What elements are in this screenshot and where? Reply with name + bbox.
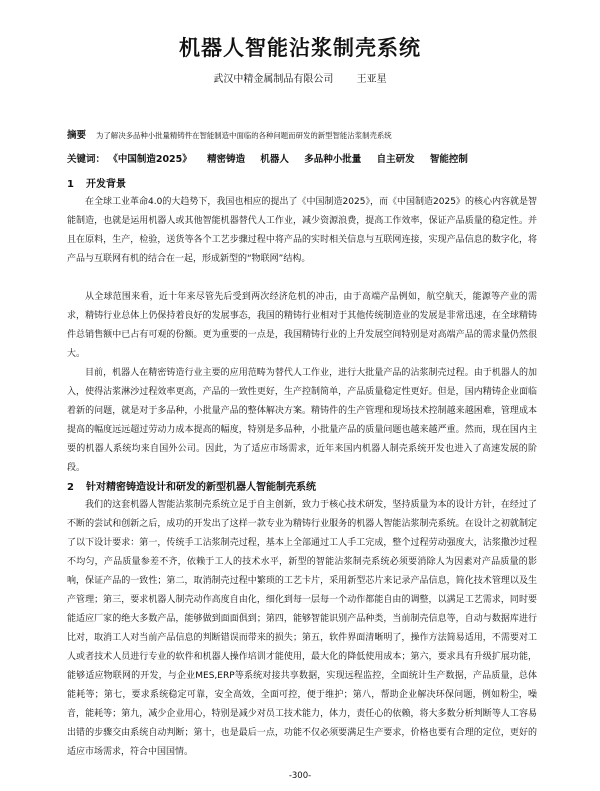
section-title: 开发背景 (85, 179, 126, 190)
author-affiliation: 武汉中精金属制品有限公司 (213, 74, 334, 85)
keywords (67, 151, 547, 165)
keyword: 智能控制 (429, 154, 468, 165)
page-number: -300- (288, 771, 312, 781)
author-line (0, 70, 600, 85)
author-name: 王亚星 (356, 74, 387, 85)
keyword: 《中国制造2025》 (108, 154, 192, 165)
abstract-label: 摘要 (67, 130, 87, 141)
keyword: 精密铸造 (207, 154, 246, 165)
keyword: 多品种小批量 (304, 154, 362, 165)
section-number: 2 (67, 482, 74, 493)
keywords-label: 关键词： (67, 154, 106, 165)
paragraph: 我们的这套机器人智能沾浆制壳系统立足于自主创新，致力于核心技术研发，坚持质量为本的设计方针，在经过了不断的尝试和创新之后，成功的开发出了这样一款专业为精铸行业服务的机器人智能沾浆制壳系统。在设计之初就制定了以下设计要求：第一，传统手工沾浆制壳过程，基本上全部通过工人手工完成，整个过程劳动强度大，沾浆撒沙过程不均匀，产品质量参差不齐，依赖于工人的技术水平，新型的智能沾浆制壳系统必须要消除人为因素对产品质量的影响，保证产品的一致性；第二，取消制壳过程中繁琐的工艺卡片，采用新型芯片来记录产品信息，简化技术管理以及生产管理；第三，要求机器人制壳动作高度自由化，细化到每一层每一个动作都能自由的调整，以满足工艺需求，同时要能适应厂家的绝大多数产品，能够做到面面俱到；第四，能够智能识别产品种类，当前制壳信息等，自动与数据库进行比对，取消工人对当前产品信息的判断错误而带来的损失；第五，软件界面清晰明了，操作方法简易适用，不需要对工人或者技术人员进行专业的软件和机器人操作培训才能使用，最大化的降低使用成本；第六，要求具有升级扩展功能，能够适应物联网的开发，与企业MES,ERP等系统对接共享数据，实现远程监控，全面统计生产数据，产品质量，总体能耗等；第七，要求系统稳定可靠，安全高效，全面可控，便于维护；第八，帮助企业解决环保问题，例如粉尘，噪音，能耗等；第九，减少企业用心，特别是减少对员工技术能力，体力，责任心的依赖，将大多数分析判断等人工容易出错的步骤交由系统自动判断；第十，也是最后一点，功能不仅必须要满足生产要求，价格也要有合理的定位，更好的适应市场需求，符合中国国情。 (67, 500, 537, 757)
paper-title: 机器人智能沾浆制壳系统 (179, 36, 421, 60)
paragraph: 目前，机器人在精密铸造行业主要的应用范畴为替代人工作业，进行大批量产品的沾浆制壳过程。由于机器人的加入，使得沾浆淋沙过程效率更高，产品的一致性更好，生产控制简单，产品质量稳定性更好。但是，国内精铸企业面临着新的问题，就是对于多品种，小批量产品的整体解决方案。精铸件的生产管理和现场技术控制越来越困难，管理成本提高的幅度远远超过劳动力成本提高的幅度，特别是多品种，小批量产品的质量问题也越来越严重。然而，现在国内主要的机器人系统均来自国外公司。因此，为了适应市场需求，近年来国内机器人制壳系统开发也进入了高速发展的阶段。 (67, 368, 537, 473)
section-heading-1 (67, 175, 537, 190)
section-heading-2 (67, 478, 537, 493)
section-title: 针对精密铸造设计和研发的新型机器人智能制壳系统 (85, 482, 316, 493)
abstract (67, 127, 537, 141)
keyword: 自主研发 (376, 154, 415, 165)
paragraph: 从全球范围来看，近十年来尽管先后受到两次经济危机的冲击，由于高端产品例如，航空航天，能源等产业的需求，精铸行业总体上仍保持着良好的发展事态，我国的精铸行业相对于其他传统制造业的发展是非常迅速，在全球精铸件总销售额中已占有可观的份额。更为重要的一点是，我国精铸行业的上升发展空间特别是对高端产品的需求量仍然很大。 (67, 292, 537, 359)
paragraph: 在全球工业革命4.0的大趋势下，我国也相应的提出了《中国制造2025》，而《中国制造2025》的核心内容就是智能制造，也就是运用机器人或其他智能机器替代人工作业，减少资源浪费，提高工作效率，保证产品质量的稳定性。并且在原料，生产，检验，送货等各个工艺步骤过程中将产品的实时相关信息与互联网连接，实现产品信息的数字化，将产品与互联网有机的结合在一起，形成新型的“物联网”结构。 (67, 197, 537, 264)
abstract-text: 为了解决多品种小批量精铸件在智能制造中面临的各种问题而研发的新型智能沾浆制壳系统 (96, 131, 392, 140)
keyword: 机器人 (260, 154, 289, 165)
section-number: 1 (67, 179, 74, 190)
